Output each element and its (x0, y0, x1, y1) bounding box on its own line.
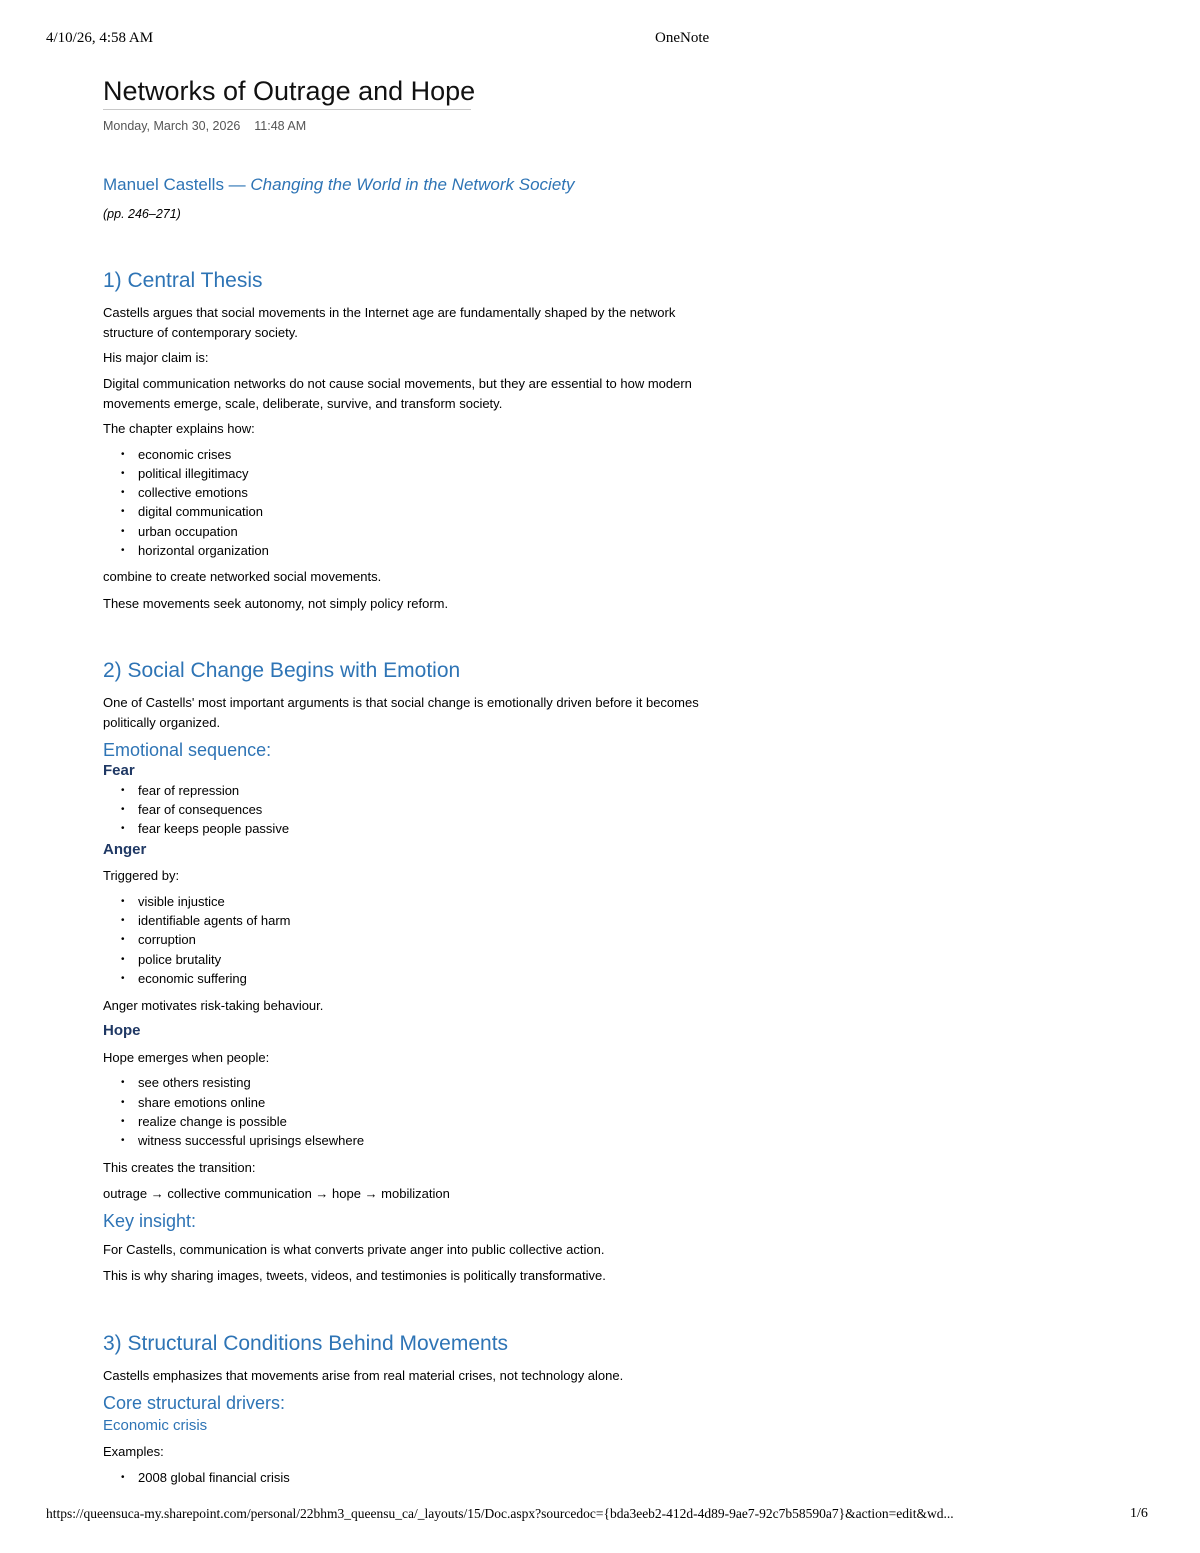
list-item: • economic suffering (103, 971, 247, 986)
paragraph: His major claim is: (103, 350, 209, 365)
paragraph: The chapter explains how: (103, 421, 255, 436)
book-title: Changing the World in the Network Society (250, 175, 575, 194)
list-item: • political illegitimacy (103, 466, 249, 481)
author-name: Manuel Castells — (103, 175, 251, 194)
list-item: • witness successful uprisings elsewhere (103, 1133, 364, 1148)
paragraph: For Castells, communication is what converts private anger into public collective action. (103, 1242, 605, 1257)
list-item: • identifiable agents of harm (103, 913, 290, 928)
label-hope: Hope (103, 1022, 141, 1039)
label-fear: Fear (103, 762, 135, 779)
paragraph: Anger motivates risk-taking behaviour. (103, 998, 324, 1013)
subheading-key-insight: Key insight: (103, 1211, 197, 1231)
list-item: • visible injustice (103, 894, 225, 909)
paragraph: Triggered by: (103, 868, 180, 883)
subheading-economic-crisis: Economic crisis (103, 1417, 208, 1434)
list-item: • fear of consequences (103, 802, 262, 817)
page-time-value: 11:48 AM (254, 119, 307, 133)
author-line (103, 175, 575, 195)
list-item: • realize change is possible (103, 1114, 287, 1129)
paragraph: One of Castells' most important arguments is that social change is emotionally driven before it becomes politically organized. (103, 695, 699, 730)
print-app-name: OneNote (655, 30, 710, 46)
page-title[interactable]: Networks of Outrage and Hope (103, 76, 471, 110)
list-item: • 2008 global financial crisis (103, 1470, 290, 1485)
list-item: • collective emotions (103, 485, 248, 500)
print-datetime: 4/10/26, 4:58 AM (46, 30, 154, 46)
page-range: (pp. 246–271) (103, 207, 181, 221)
section-heading-central-thesis: 1) Central Thesis (103, 269, 263, 292)
paragraph: This creates the transition: (103, 1160, 256, 1175)
print-url: https://queensuca-my.sharepoint.com/personal/22bhm3_queensu_ca/_layouts/15/Doc.aspx?sourcedoc={bda3eeb2-412d-4d89-9ae7-92c7b58590a7}&action=edit&wd... (46, 1506, 954, 1521)
list-item: • see others resisting (103, 1075, 251, 1090)
paragraph: Examples: (103, 1444, 164, 1459)
paragraph: This is why sharing images, tweets, videos, and testimonies is politically transformative. (103, 1268, 606, 1283)
section-heading-structural-conditions: 3) Structural Conditions Behind Movements (103, 1332, 509, 1355)
print-page-number: 1/6 (1130, 1506, 1148, 1521)
subheading-emotional-sequence: Emotional sequence: (103, 740, 272, 760)
list-item: • urban occupation (103, 524, 238, 539)
list-item: • corruption (103, 932, 196, 947)
paragraph: These movements seek autonomy, not simply policy reform. (103, 596, 449, 611)
paragraph: Castells argues that social movements in the Internet age are fundamentally shaped by the network structure of contemporary society. (103, 305, 676, 340)
list-item: • economic crises (103, 447, 231, 462)
page-date (103, 119, 306, 133)
list-item: • fear of repression (103, 783, 239, 798)
paragraph: combine to create networked social movements. (103, 569, 382, 584)
paragraph: Castells emphasizes that movements arise from real material crises, not technology alone. (103, 1368, 624, 1383)
list-item: • horizontal organization (103, 543, 269, 558)
label-anger: Anger (103, 841, 147, 858)
list-item: • digital communication (103, 504, 263, 519)
paragraph: Digital communication networks do not cause social movements, but they are essential to how modern movements emerge, scale, deliberate, survive, and transform society. (103, 376, 692, 411)
subheading-core-drivers: Core structural drivers: (103, 1393, 286, 1413)
paragraph: Hope emerges when people: (103, 1050, 270, 1065)
paragraph: outrage → collective communication → hope → mobilization (103, 1186, 450, 1201)
page-date-value: Monday, March 30, 2026 (103, 119, 241, 133)
list-item: • share emotions online (103, 1095, 265, 1110)
section-heading-emotion: 2) Social Change Begins with Emotion (103, 659, 461, 682)
list-item: • police brutality (103, 952, 221, 967)
list-item: • fear keeps people passive (103, 821, 289, 836)
